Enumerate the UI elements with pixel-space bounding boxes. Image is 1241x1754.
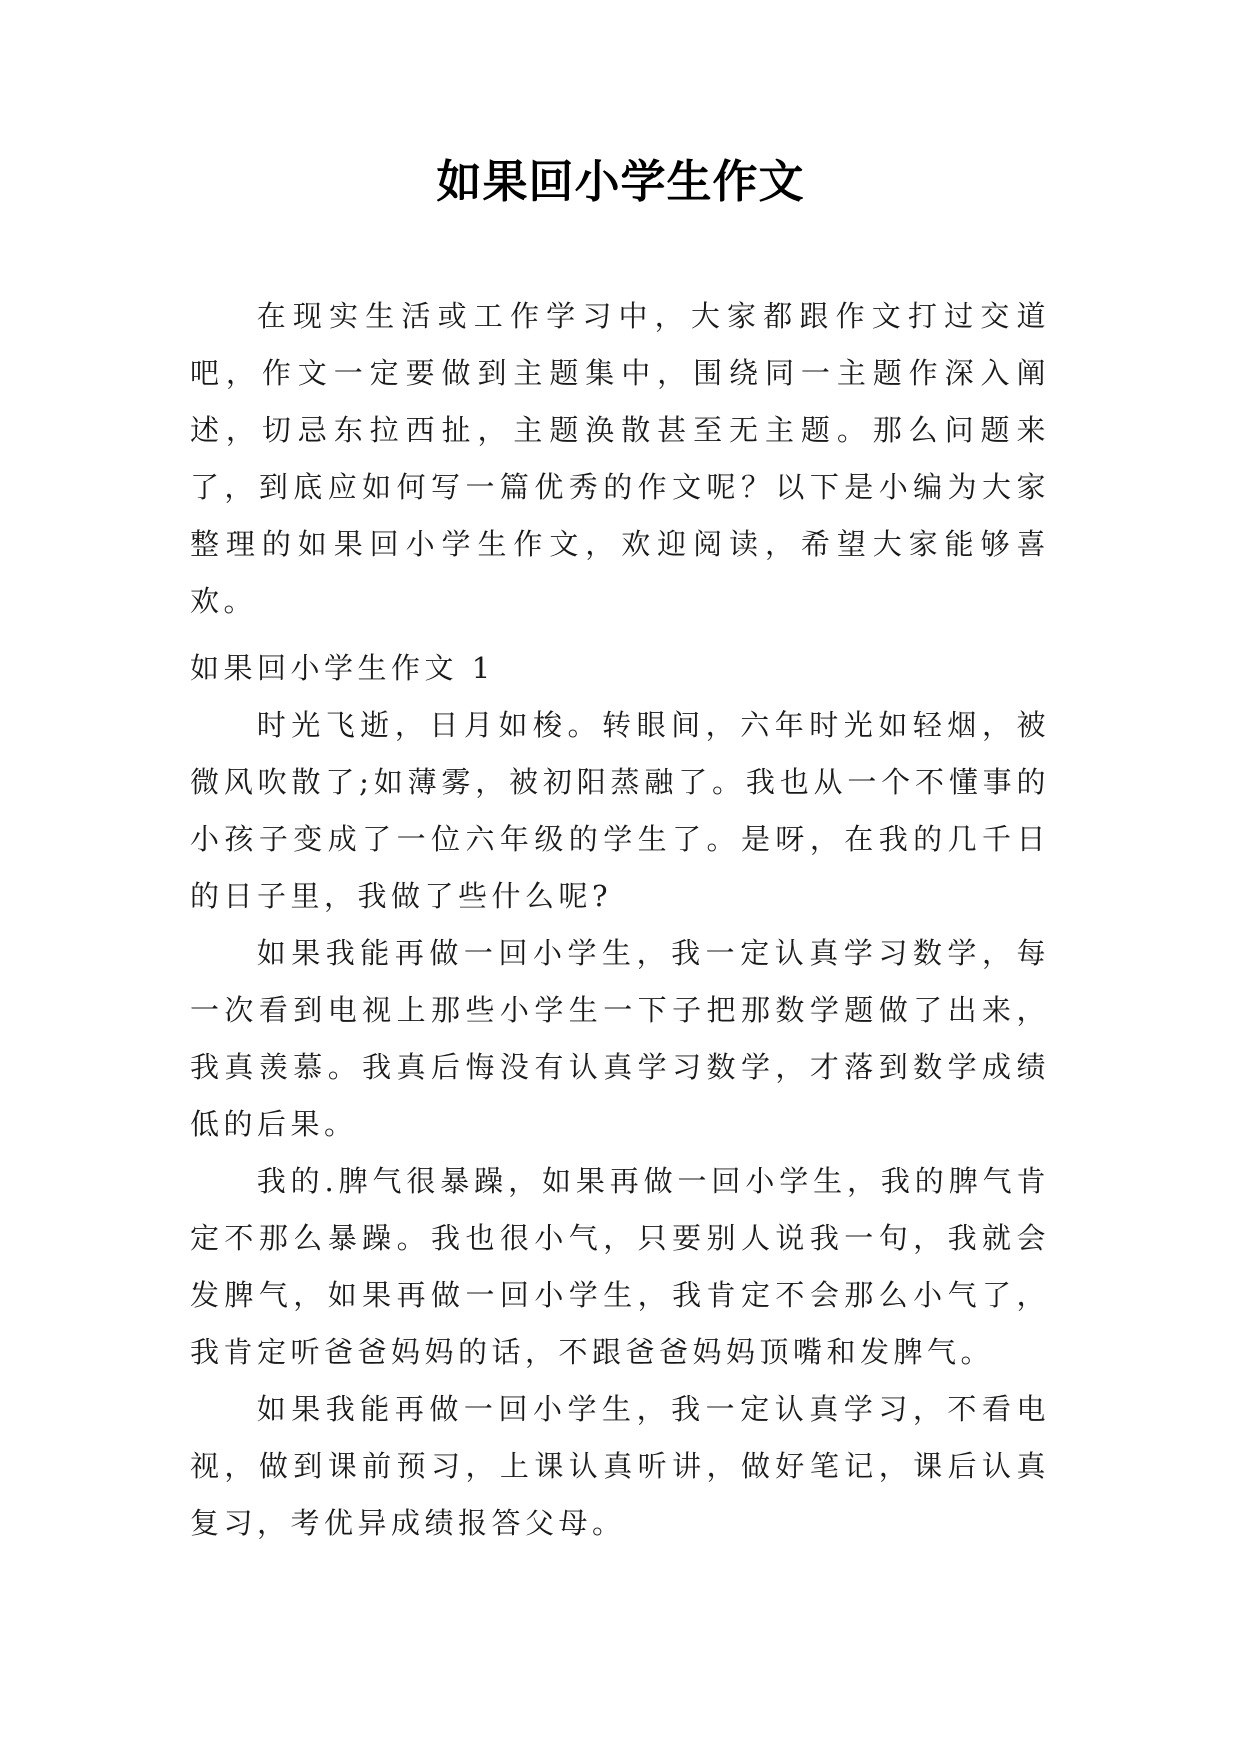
- section-heading: 如果回小学生作文 1: [190, 651, 495, 685]
- essay-paragraph: 时光飞逝，日月如梭。转眼间，六年时光如轻烟，被微风吹散了;如薄雾，被初阳蒸融了。我也从一个不懂事的小孩子变成了一位六年级的学生了。是呀，在我的几千日的日子里，我做了些什么呢?: [190, 708, 1050, 913]
- essay-paragraph: 我的.脾气很暴躁，如果再做一回小学生，我的脾气肯定不那么暴躁。我也很小气，只要别人说我一句，我就会发脾气，如果再做一回小学生，我肯定不会那么小气了，我肯定听爸爸妈妈的话，不跟爸爸妈妈顶嘴和发脾气。: [190, 1164, 1050, 1369]
- essay-body: [190, 697, 1050, 1552]
- intro-paragraph: 在现实生活或工作学习中，大家都跟作文打过交道吧，作文一定要做到主题集中，围绕同一主题作深入阐述，切忌东拉西扯，主题涣散甚至无主题。那么问题来了，到底应如何写一篇优秀的作文呢？以下是小编为大家整理的如果回小学生作文，欢迎阅读，希望大家能够喜欢。: [190, 299, 1050, 618]
- essay-paragraph: 如果我能再做一回小学生，我一定认真学习数学，每一次看到电视上那些小学生一下子把那数学题做了出来，我真羡慕。我真后悔没有认真学习数学，才落到数学成绩低的后果。: [190, 936, 1050, 1141]
- intro-block: [190, 288, 1050, 630]
- essay-paragraph: 如果我能再做一回小学生，我一定认真学习，不看电视，做到课前预习，上课认真听讲，做好笔记，课后认真复习，考优异成绩报答父母。: [190, 1392, 1050, 1540]
- document-title: 如果回小学生作文: [436, 155, 805, 208]
